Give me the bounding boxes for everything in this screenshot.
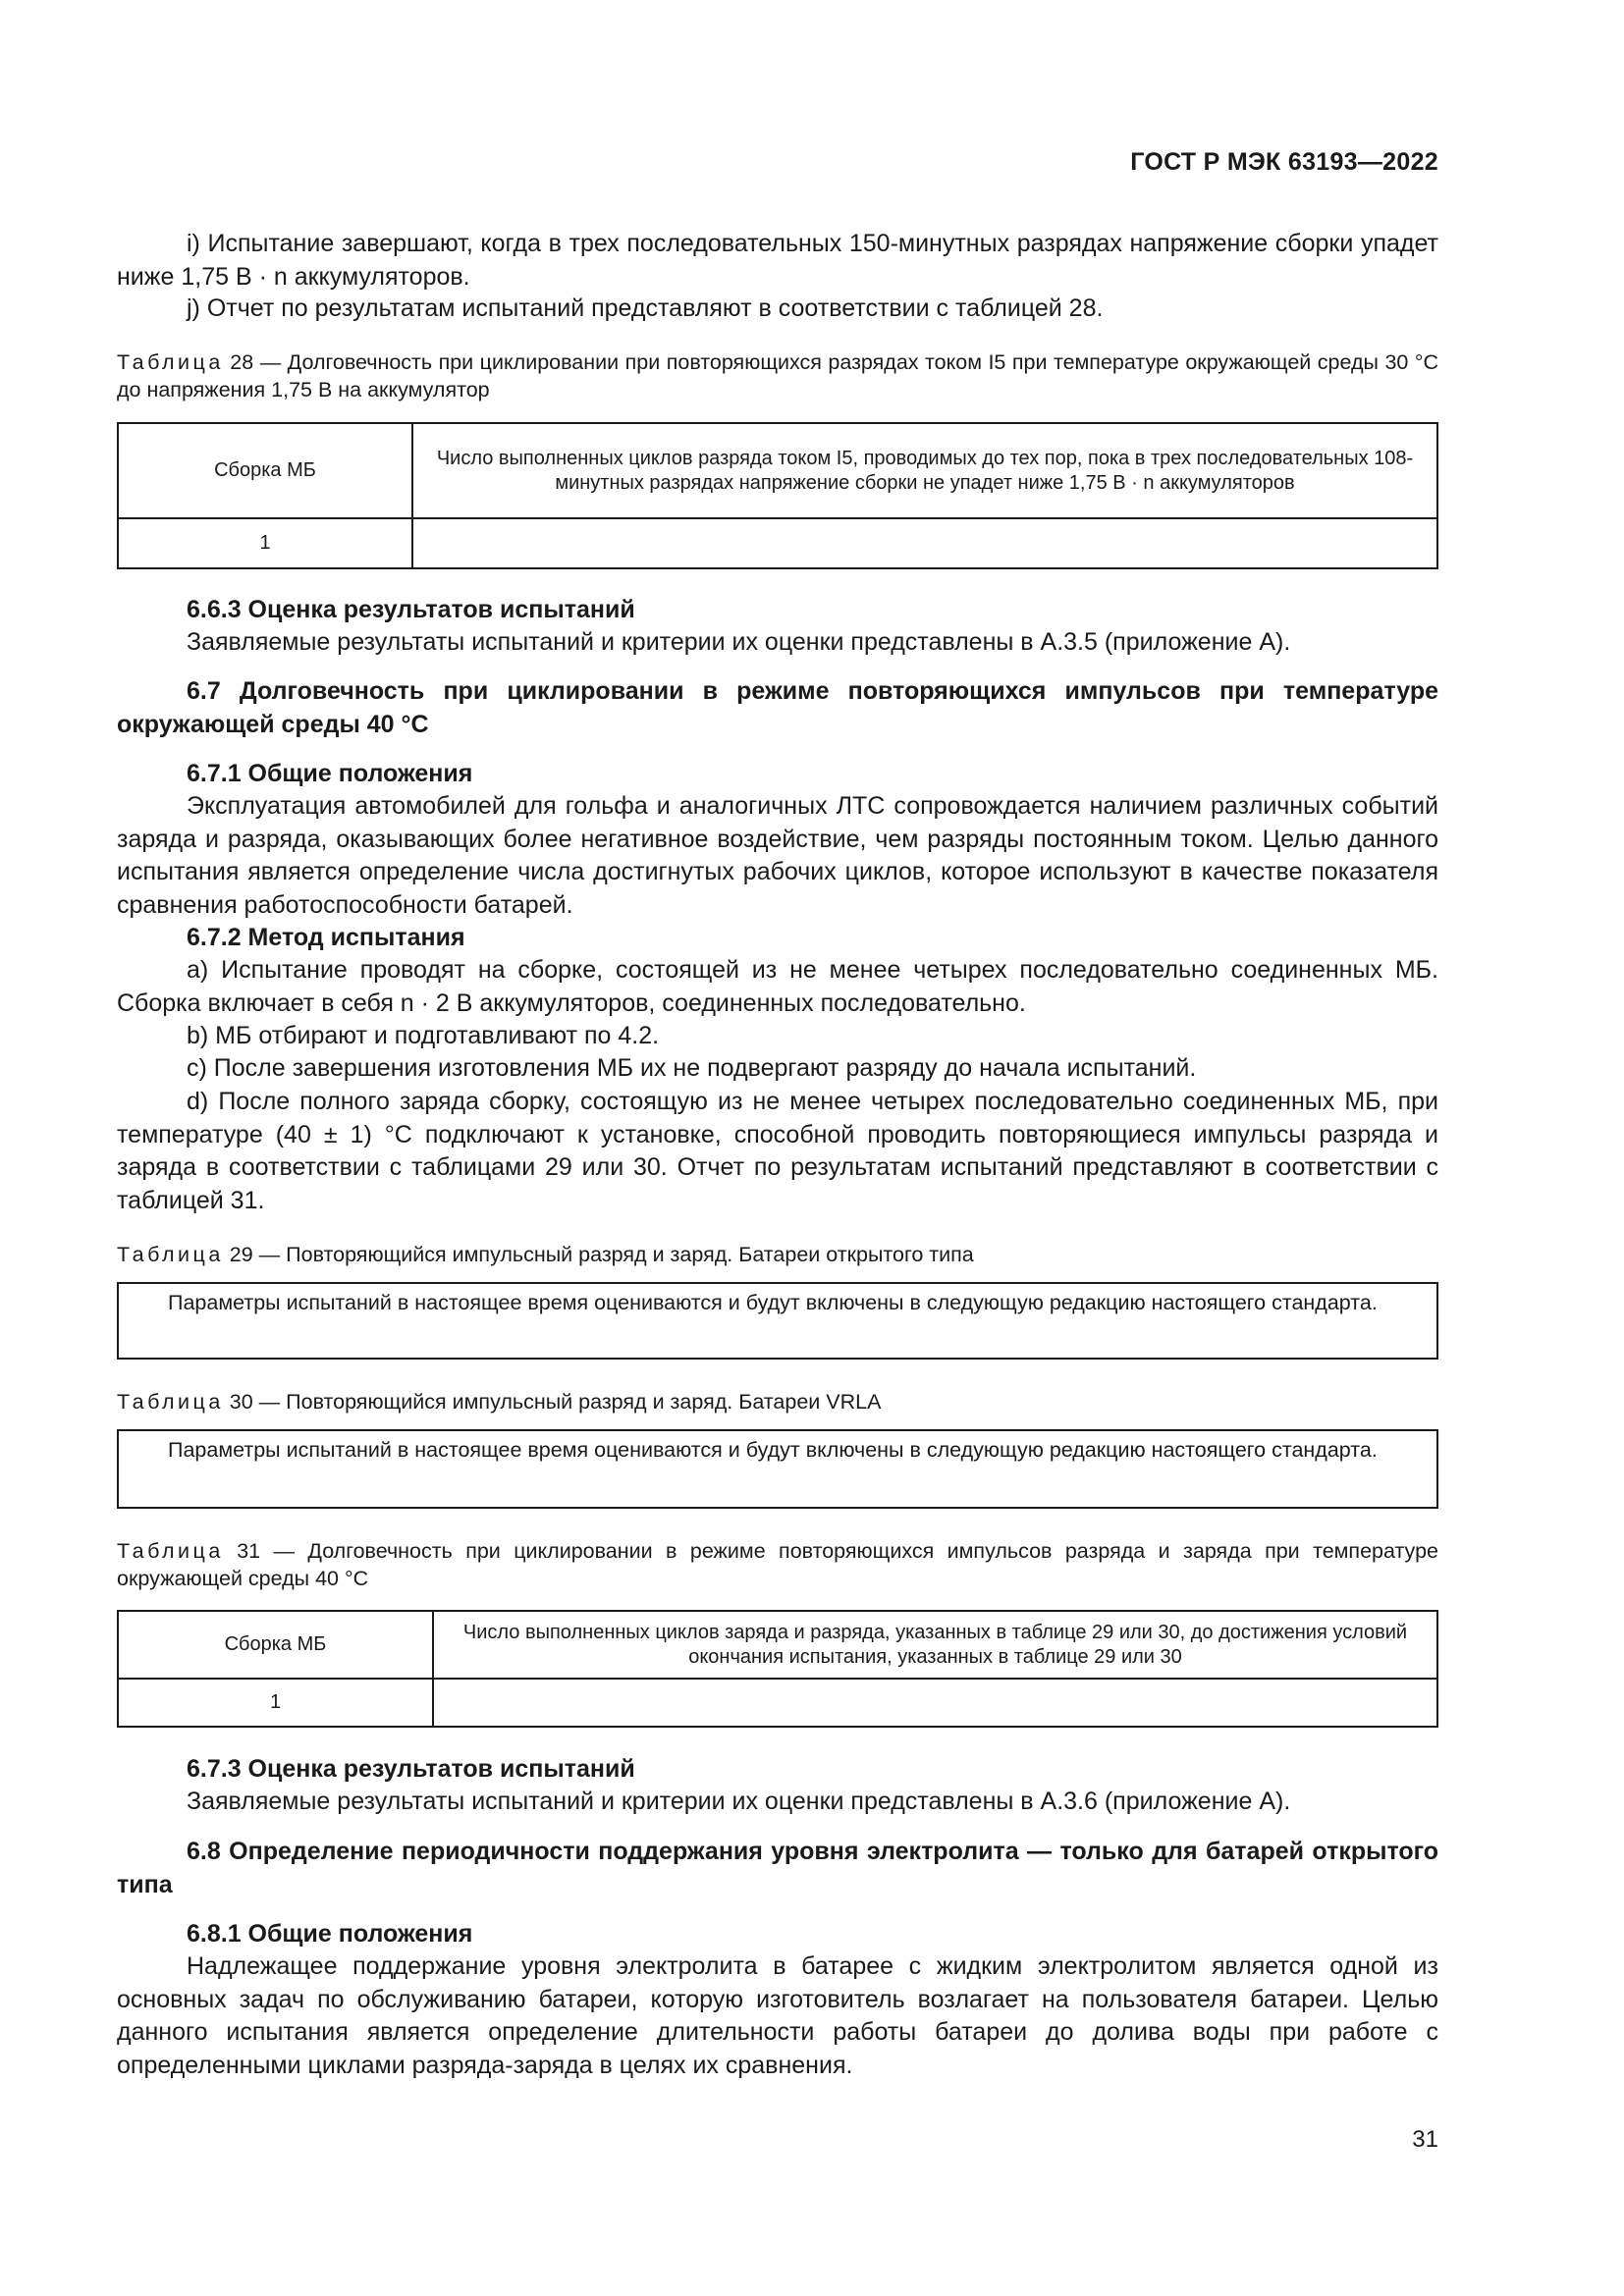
section-6-8-1-title: 6.8.1 Общие положения bbox=[187, 1920, 473, 1948]
table-31-cell-assembly: 1 bbox=[118, 1679, 433, 1727]
table-28-label: Таблица bbox=[117, 350, 224, 374]
section-6-7-3-title: 6.7.3 Оценка результатов испытаний bbox=[187, 1755, 635, 1783]
table-29-note-box bbox=[117, 1282, 1438, 1360]
page-number: 31 bbox=[1412, 2126, 1438, 2153]
section-6-6-3-text: Заявляемые результаты испытаний и критерии их оценки представлены в А.3.5 (приложение А). bbox=[187, 628, 1291, 656]
table-31-header-assembly: Сборка МБ bbox=[118, 1611, 433, 1679]
section-6-7-title: 6.7 Долговечность при циклировании в режиме повторяющихся импульсов при температуре окружающей среды 40 °С bbox=[117, 677, 1438, 738]
table-28-cell-assembly: 1 bbox=[118, 518, 412, 568]
table-28-title: 28 — Долговечность при циклировании при повторяющихся разрядах током I5 при температуре окружающей среды 30 °С до напряжения 1,75 В на аккумулятор bbox=[117, 350, 1438, 401]
table-31-label: Таблица bbox=[117, 1539, 224, 1563]
table-30-note-box bbox=[117, 1429, 1438, 1509]
section-6-6-3-title: 6.6.3 Оценка результатов испытаний bbox=[187, 596, 635, 623]
paragraph-j: j) Отчет по результатам испытаний представляют в соответствии с таблицей 28. bbox=[187, 294, 1104, 322]
table-31-cell-cycles bbox=[433, 1679, 1437, 1727]
table-28-cell-cycles bbox=[412, 518, 1437, 568]
table-28-header-assembly: Сборка МБ bbox=[118, 423, 412, 518]
table-29-title: 29 — Повторяющийся импульсный разряд и заряд. Батареи открытого типа bbox=[229, 1243, 974, 1266]
section-6-7-2-c: c) После завершения изготовления МБ их не подвергают разряду до начала испытаний. bbox=[187, 1054, 1197, 1082]
table-30-label: Таблица bbox=[117, 1390, 224, 1414]
section-6-8-title: 6.8 Определение периодичности поддержания уровня электролита — только для батарей открытого типа bbox=[117, 1838, 1438, 1898]
section-6-7-1-title: 6.7.1 Общие положения bbox=[187, 760, 473, 787]
table-30-note: Параметры испытаний в настоящее время оцениваются и будут включены в следующую редакцию настоящего стандарта. bbox=[168, 1438, 1378, 1462]
table-30-title: 30 — Повторяющийся импульсный разряд и заряд. Батареи VRLA bbox=[229, 1390, 882, 1414]
table-30-caption bbox=[117, 1388, 1438, 1415]
section-6-7-2-d: d) После полного заряда сборку, состоящую из не менее четырех последовательно соединенных МБ, при температуре (40 ± 1) °С подключают к установке, способной проводить повторяющиеся импульсы разряда и заряда в соответствии с таблицами 29 или 30. Отчет по результатам испытаний представляют в соответствии с таблицей 31. bbox=[117, 1088, 1438, 1214]
paragraph-i: i) Испытание завершают, когда в трех последовательных 150-минутных разрядах напряжение сборки упадет ниже 1,75 В · n аккумуляторов. bbox=[117, 230, 1438, 291]
section-6-7-2-a: a) Испытание проводят на сборке, состоящей из не менее четырех последовательно соединенных МБ. Сборка включает в себя n · 2 В аккумуляторов, соединенных последовательно. bbox=[117, 956, 1438, 1017]
table-31 bbox=[117, 1610, 1438, 1728]
section-6-7-2-title: 6.7.2 Метод испытания bbox=[187, 924, 465, 951]
table-31-header-cycles: Число выполненных циклов заряда и разряда, указанных в таблице 29 или 30, до достижения условий окончания испытания, указанных в таблице 29 или 30 bbox=[433, 1611, 1437, 1679]
table-31-caption bbox=[117, 1537, 1438, 1592]
section-6-7-1-text: Эксплуатация автомобилей для гольфа и аналогичных ЛТС сопровождается наличием различных событий заряда и разряда, оказывающих более негативное воздействие, чем разряды постоянным током. Целью данного испытания является определение числа достигнутых рабочих циклов, которое используют в качестве показателя сравнения работоспособности батарей. bbox=[117, 792, 1438, 919]
table-28-header-cycles: Число выполненных циклов разряда током I5, проводимых до тех пор, пока в трех последовательных 108-минутных разрядах напряжение сборки не упадет ниже 1,75 В · n аккумуляторов bbox=[412, 423, 1437, 518]
table-29-note: Параметры испытаний в настоящее время оцениваются и будут включены в следующую редакцию настоящего стандарта. bbox=[168, 1291, 1378, 1314]
document-header: ГОСТ Р МЭК 63193—2022 bbox=[1130, 148, 1438, 176]
table-29-caption bbox=[117, 1241, 1438, 1268]
table-28 bbox=[117, 422, 1438, 569]
table-31-title: 31 — Долговечность при циклировании в режиме повторяющихся импульсов разряда и заряда при температуре окружающей среды 40 °С bbox=[117, 1539, 1438, 1590]
section-6-7-3-text: Заявляемые результаты испытаний и критерии их оценки представлены в А.3.6 (приложение А). bbox=[187, 1788, 1291, 1815]
table-28-caption bbox=[117, 348, 1438, 403]
section-6-7-2-b: b) МБ отбирают и подготавливают по 4.2. bbox=[187, 1022, 660, 1049]
table-29-label: Таблица bbox=[117, 1243, 224, 1266]
section-6-8-1-text: Надлежащее поддержание уровня электролита в батарее с жидким электролитом является одной из основных задач по обслуживанию батареи, которую изготовитель возлагает на пользователя батареи. Целью данного испытания является определение длительности работы батареи до долива воды при работе с определенными циклами разряда-заряда в целях их сравнения. bbox=[117, 1952, 1438, 2079]
